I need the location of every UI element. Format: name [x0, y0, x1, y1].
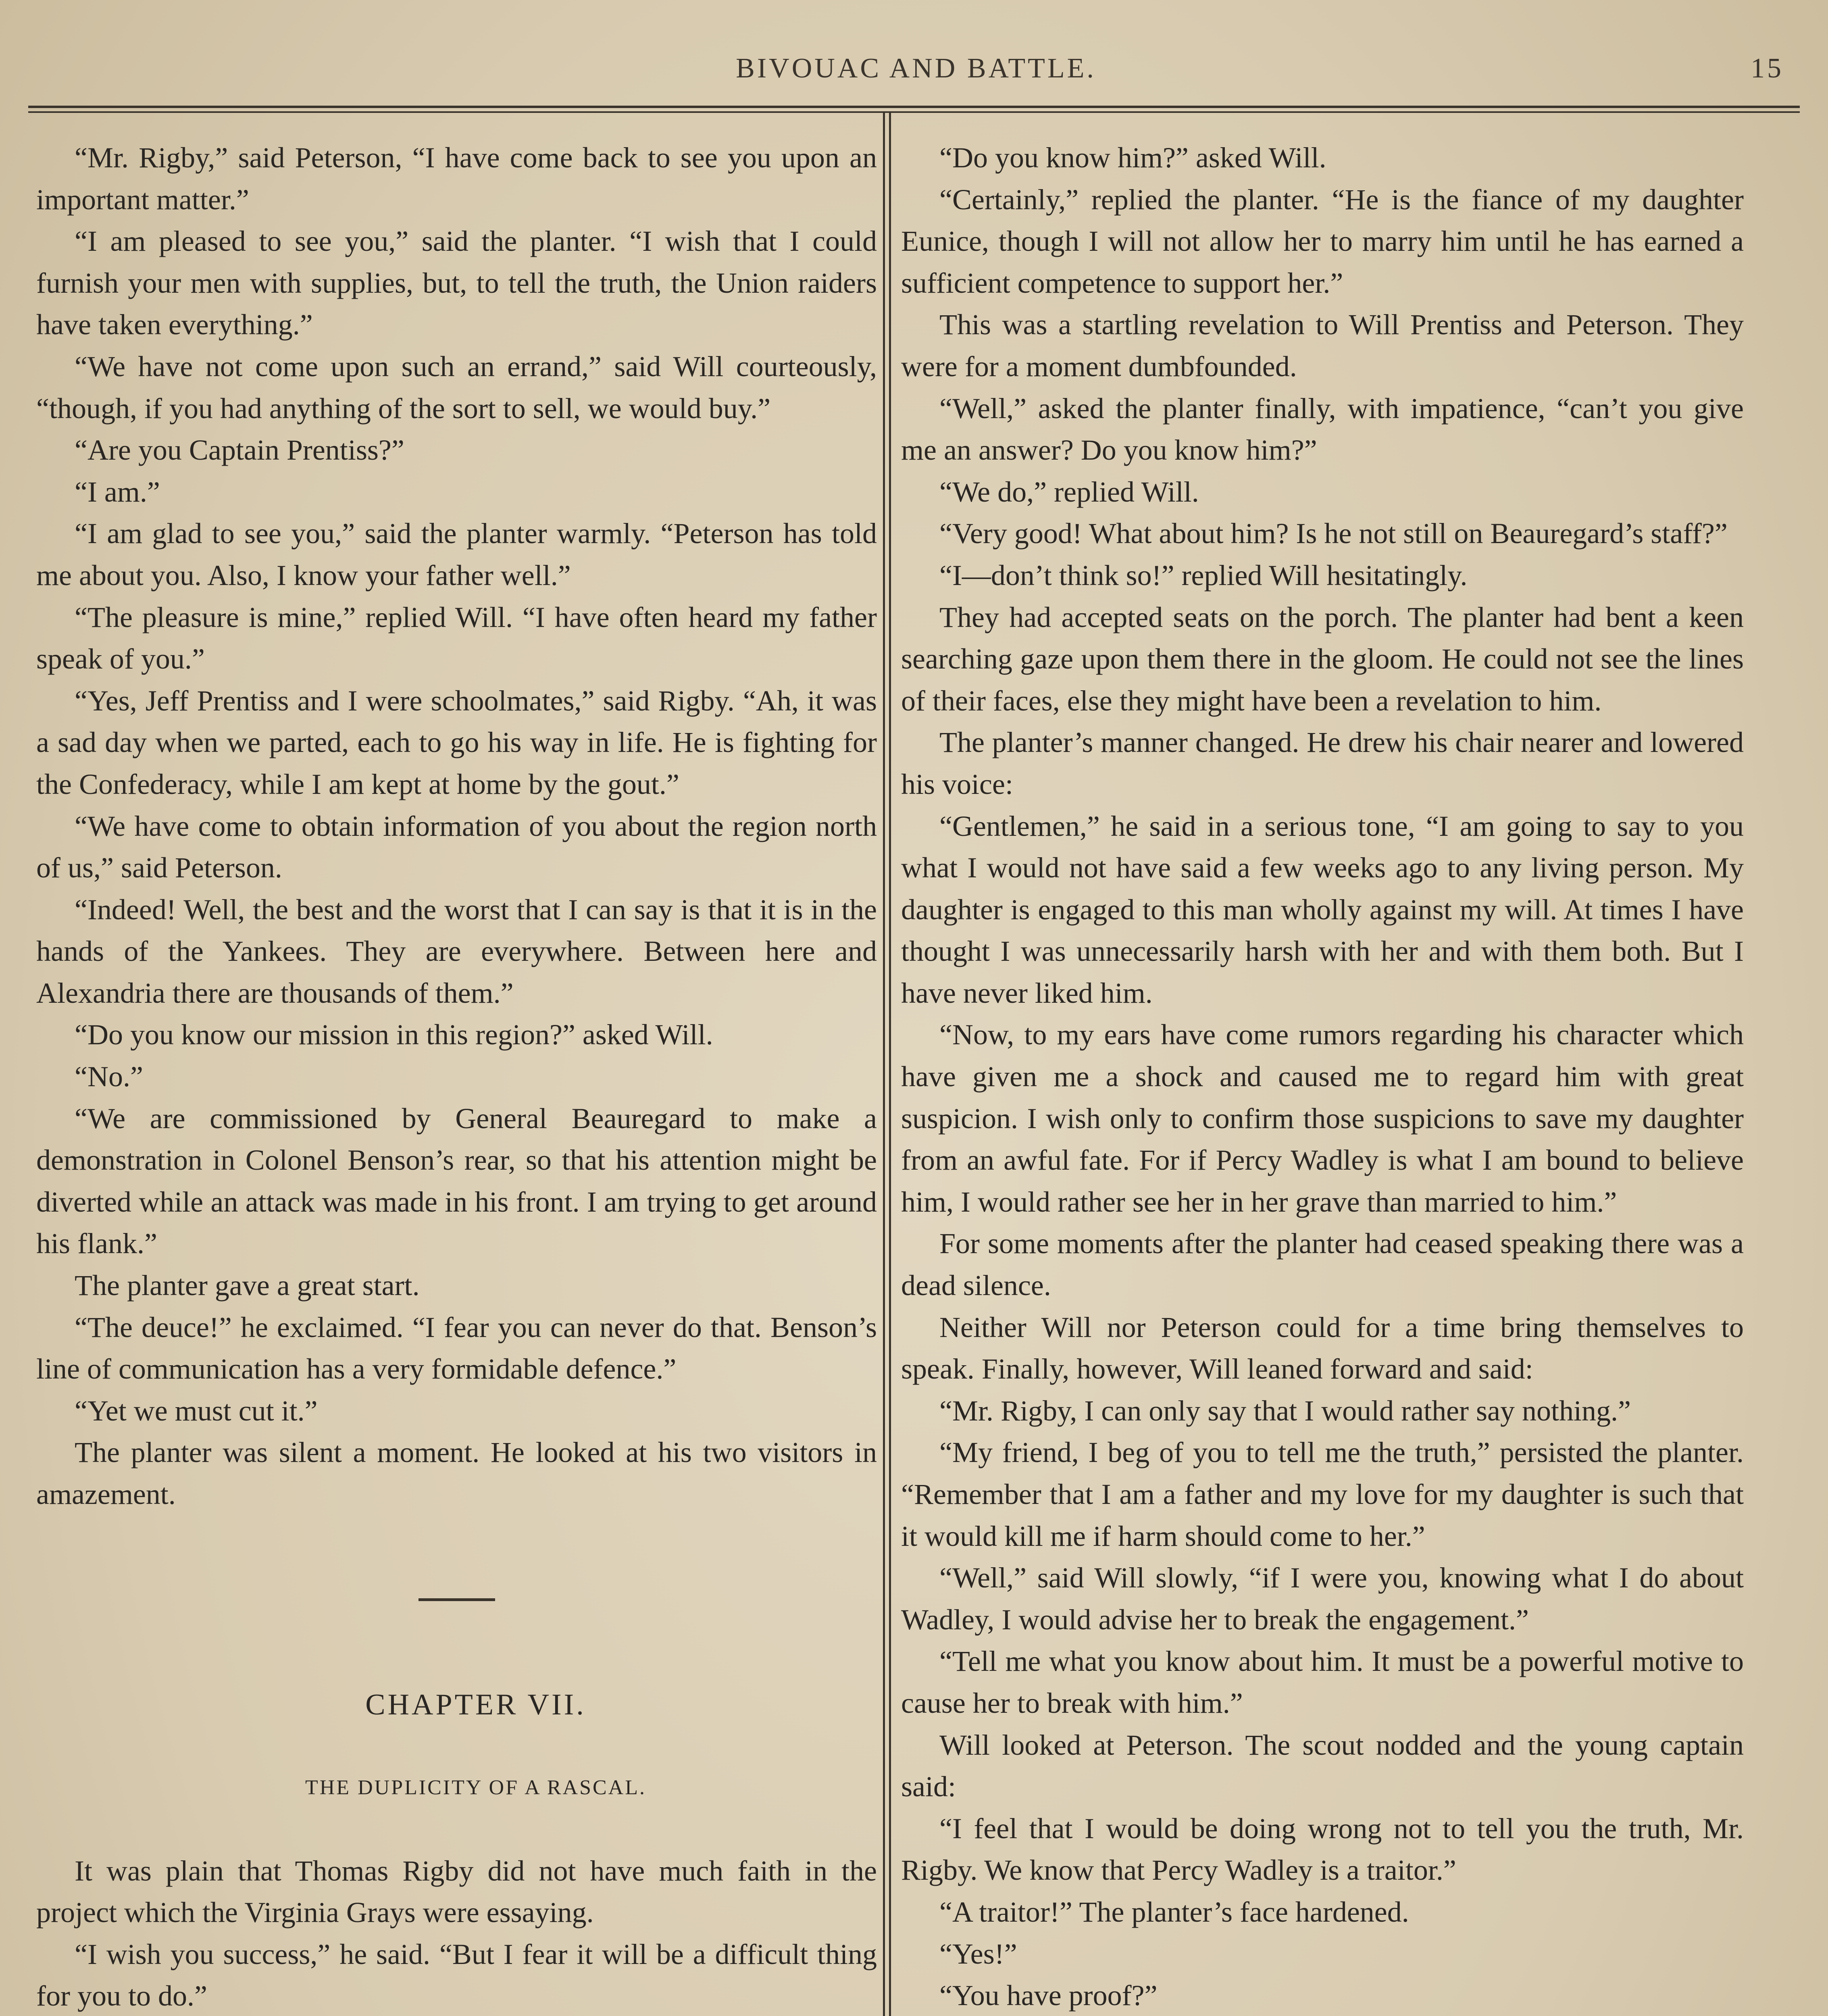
paragraph: “We do,” replied Will.	[939, 475, 1199, 508]
paragraph: “I am glad to see you,” said the planter warmly. “Peterson has told me about you. Also, I know your father well.”	[36, 517, 877, 591]
paragraph: “Now, to my ears have come rumors regarding his character which have given me a shock and caused me to regard him with great suspicion. I wish only to confirm those suspicions to save my daughter from an awful fate. For if Percy Wadley is what I am bound to believe him, I would rather see her in her grave than married to him.”	[901, 1018, 1744, 1218]
page-number: 15	[1751, 53, 1784, 84]
paragraph: “Mr. Rigby, I can only say that I would rather say nothing.”	[939, 1394, 1631, 1427]
paragraph: “Are you Captain Prentiss?”	[75, 434, 404, 467]
paragraph: The planter’s manner changed. He drew his chair nearer and lowered his voice:	[901, 726, 1744, 800]
paragraph: “Mr. Rigby,” said Peterson, “I have come back to see you upon an important matter.”	[36, 142, 877, 216]
right-column-text	[901, 137, 1744, 2016]
paragraph: “Tell me what you know about him. It must be a powerful motive to cause her to break with him.”	[901, 1645, 1744, 1719]
paragraph: Will looked at Peterson. The scout nodded and the young captain said:	[901, 1729, 1744, 1803]
paragraph: They had accepted seats on the porch. The planter had bent a keen searching gaze upon them there in the gloom. He could not see the lines of their faces, else they might have been a revelation to him.	[901, 601, 1744, 717]
paragraph: “The pleasure is mine,” replied Will. “I have often heard my father speak of you.”	[36, 601, 877, 675]
paragraph: The planter gave a great start.	[75, 1269, 420, 1302]
paragraph: “I feel that I would be doing wrong not to tell you the truth, Mr. Rigby. We know that Percy Wadley is a traitor.”	[901, 1812, 1744, 1887]
paragraph: For some moments after the planter had ceased speaking there was a dead silence.	[901, 1227, 1744, 1302]
paragraph: “Do you know our mission in this region?” asked Will.	[75, 1018, 713, 1051]
paragraph: “I wish you success,” he said. “But I fear it will be a difficult thing for you to do.”	[36, 1938, 877, 2012]
paragraph: “You have proof?”	[939, 1979, 1158, 2012]
paragraph: “Well,” said Will slowly, “if I were you, knowing what I do about Wadley, I would advise her to break the engagement.”	[901, 1562, 1744, 1636]
paragraph: “A traitor!” The planter’s face hardened.	[939, 1895, 1409, 1928]
paragraph: Neither Will nor Peterson could for a time bring themselves to speak. Finally, however, Will leaned forward and said:	[901, 1311, 1744, 1385]
paragraph: “Yes, Jeff Prentiss and I were schoolmates,” said Rigby. “Ah, it was a sad day when we parted, each to go his way in life. He is fighting for the Confederacy, while I am kept at home by the gout.”	[36, 684, 877, 800]
running-header	[36, 52, 1796, 97]
paragraph: “Yet we must cut it.”	[75, 1394, 318, 1427]
paragraph: It was plain that Thomas Rigby did not have much faith in the project which the Virginia Grays were essaying.	[36, 1854, 877, 1929]
paragraph: The planter was silent a moment. He looked at his two visitors in amazement.	[36, 1436, 877, 1510]
chapter-title: CHAPTER VII.	[365, 1688, 586, 1721]
paragraph: “I am.”	[75, 475, 160, 508]
paragraph: “I—don’t think so!” replied Will hesitatingly.	[939, 559, 1468, 591]
left-column	[36, 137, 877, 2016]
paragraph: This was a startling revelation to Will Prentiss and Peterson. They were for a moment dumbfounded.	[901, 308, 1744, 383]
column-divider	[883, 113, 891, 2016]
paragraph: “No.”	[75, 1060, 143, 1093]
left-column-text-before	[36, 137, 877, 1516]
paragraph: “I am pleased to see you,” said the planter. “I wish that I could furnish your men with supplies, but, to tell the truth, the Union raiders have taken everything.”	[36, 225, 877, 341]
paragraph: “Yes!”	[939, 1937, 1017, 1970]
paragraph: “We are commissioned by General Beauregard to make a demonstration in Colonel Benson’s rear, so that his attention might be diverted while an attack was made in his front. I am trying to get around his flank.”	[36, 1102, 877, 1260]
paragraph: “My friend, I beg of you to tell me the truth,” persisted the planter. “Remember that I am a father and my love for my daughter is such that it would kill me if harm should come to her.”	[901, 1436, 1744, 1552]
paragraph: “Indeed! Well, the best and the worst that I can say is that it is in the hands of the Yankees. They are everywhere. Between here and Alexandria there are thousands of them.”	[36, 893, 877, 1009]
paragraph: “Very good! What about him? Is he not still on Beauregard’s staff?”	[939, 517, 1728, 550]
paragraph: “Do you know him?” asked Will.	[939, 142, 1326, 174]
paragraph: “We have not come upon such an errand,” said Will courteously, “though, if you had anything of the sort to sell, we would buy.”	[36, 350, 877, 425]
paragraph: “We have come to obtain information of you about the region north of us,” said Peterson.	[36, 810, 877, 884]
header-double-rule	[28, 106, 1800, 113]
running-title: BIVOUAC AND BATTLE.	[736, 53, 1096, 84]
paragraph: “Well,” asked the planter finally, with impatience, “can’t you give me an answer? Do you know him?”	[901, 392, 1744, 467]
chapter-subtitle: THE DUPLICITY OF A RASCAL.	[305, 1776, 646, 1799]
left-column-text-after	[36, 1850, 877, 2016]
paragraph: “Certainly,” replied the planter. “He is the fiance of my daughter Eunice, though I will not allow her to marry him until he has earned a sufficient competence to support her.”	[901, 183, 1744, 299]
paragraph: “Gentlemen,” he said in a serious tone, “I am going to say to you what I would not have said a few weeks ago to any living person. My daughter is engaged to this man wholly against my will. At times I have thought I was unnecessarily harsh with her and with them both. But I have never liked him.	[901, 810, 1744, 1009]
paragraph: “The deuce!” he exclaimed. “I fear you can never do that. Benson’s line of communication has a very formidable defence.”	[36, 1311, 877, 1385]
section-rule	[418, 1598, 495, 1601]
right-column	[901, 137, 1744, 2016]
